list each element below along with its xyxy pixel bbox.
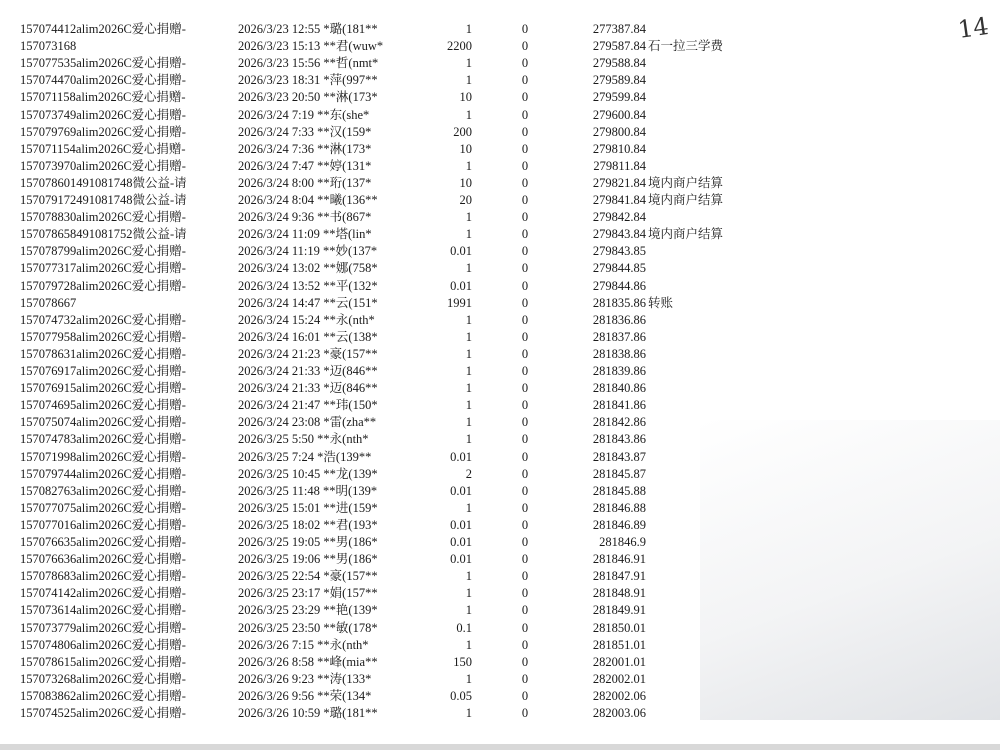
- balance-cell: 279844.86: [592, 278, 646, 293]
- amount-cell: 1: [465, 107, 472, 122]
- amount-cell: 10: [459, 141, 472, 156]
- note-cell: 境内商户结算: [648, 193, 724, 207]
- time-payer-cell: 2026/3/24 21:33 *迈(846**: [238, 364, 378, 378]
- balance-cell: 279810.84: [592, 141, 646, 156]
- amount-cell: 1: [465, 415, 472, 430]
- transaction-id-cell: 157071998alim2026C爱心捐赠-: [20, 449, 186, 464]
- balance-cell: 281840.86: [592, 381, 646, 396]
- time-payer-cell: 2026/3/25 7:24 *浩(139**: [238, 449, 372, 464]
- fee-cell: 0: [521, 107, 529, 122]
- time-payer-cell: 2026/3/24 8:04 **曦(136**: [238, 193, 378, 207]
- amount-cell: 0.01: [450, 483, 472, 498]
- table-row: [0, 141, 1000, 158]
- transaction-id-cell: 157073614alim2026C爱心捐赠-: [20, 603, 186, 618]
- table-row: [0, 192, 1000, 209]
- table-row: [0, 107, 1000, 124]
- table-row: [0, 175, 1000, 192]
- note-cell: 境内商户结算: [648, 227, 724, 242]
- transaction-id-cell: 157078601491081748微公益-请: [20, 175, 187, 190]
- time-payer-cell: 2026/3/24 16:01 **云(138*: [238, 329, 378, 344]
- amount-cell: 0.1: [456, 620, 472, 635]
- table-row: [0, 483, 1000, 500]
- transaction-id-cell: 157078615alim2026C爱心捐赠-: [20, 654, 186, 669]
- amount-cell: 0.01: [450, 244, 472, 259]
- table-row: [0, 431, 1000, 448]
- amount-cell: 1: [465, 432, 472, 447]
- transaction-id-cell: 157074525alim2026C爱心捐赠-: [20, 706, 186, 720]
- amount-cell: 1: [465, 210, 472, 225]
- time-payer-cell: 2026/3/24 23:08 *雷(zha**: [238, 415, 377, 430]
- transaction-id-cell: 157077317alim2026C爱心捐赠-: [20, 261, 186, 276]
- fee-cell: 0: [521, 603, 529, 618]
- transaction-id-cell: 157074142alim2026C爱心捐赠-: [20, 586, 186, 601]
- table-row: [0, 585, 1000, 602]
- amount-cell: 0.01: [450, 535, 472, 549]
- amount-cell: 1: [465, 671, 472, 686]
- transaction-id-cell: 157076635alim2026C爱心捐赠-: [20, 535, 186, 549]
- balance-cell: 279599.84: [592, 90, 646, 105]
- time-payer-cell: 2026/3/23 18:31 *萍(997**: [238, 73, 378, 88]
- table-row: [0, 295, 1000, 312]
- balance-cell: 281839.86: [592, 364, 646, 378]
- scan-bottom-edge: [0, 744, 1000, 750]
- balance-cell: 279800.84: [592, 124, 646, 139]
- time-payer-cell: 2026/3/25 18:02 **君(193*: [238, 517, 378, 532]
- transaction-id-cell: 157078683alim2026C爱心捐赠-: [20, 569, 186, 584]
- amount-cell: 1: [465, 706, 472, 720]
- note-cell: 境内商户结算: [648, 175, 724, 190]
- transaction-id-cell: 157074695alim2026C爱心捐赠-: [20, 398, 186, 413]
- table-row: [0, 654, 1000, 671]
- fee-cell: 0: [521, 278, 529, 293]
- transaction-id-cell: 157077016alim2026C爱心捐赠-: [20, 517, 186, 532]
- amount-cell: 1: [465, 364, 472, 378]
- amount-cell: 200: [453, 124, 472, 139]
- table-row: [0, 688, 1000, 705]
- table-row: [0, 671, 1000, 688]
- table-row: [0, 534, 1000, 551]
- fee-cell: 0: [521, 432, 529, 447]
- table-row: [0, 397, 1000, 414]
- amount-cell: 1: [465, 603, 472, 618]
- balance-cell: 281847.91: [592, 569, 646, 584]
- balance-cell: 279600.84: [592, 107, 646, 122]
- table-row: [0, 449, 1000, 466]
- table-row: [0, 568, 1000, 585]
- time-payer-cell: 2026/3/24 7:47 **婷(131*: [238, 158, 372, 173]
- page-number-mark: 14: [956, 12, 991, 44]
- fee-cell: 0: [521, 244, 529, 259]
- time-payer-cell: 2026/3/24 14:47 **云(151*: [238, 295, 378, 310]
- amount-cell: 1: [465, 500, 472, 515]
- transaction-id-cell: 157075074alim2026C爱心捐赠-: [20, 415, 186, 430]
- time-payer-cell: 2026/3/25 5:50 **永(nth*: [238, 432, 369, 447]
- table-row: [0, 602, 1000, 619]
- balance-cell: 281846.9: [599, 535, 646, 549]
- fee-cell: 0: [521, 312, 529, 327]
- balance-cell: 281841.86: [592, 398, 646, 413]
- amount-cell: 0.01: [450, 449, 472, 464]
- balance-cell: 279842.84: [592, 210, 646, 225]
- table-row: [0, 158, 1000, 175]
- time-payer-cell: 2026/3/25 11:48 **明(139*: [238, 483, 378, 498]
- transaction-id-cell: 157078799alim2026C爱心捐赠-: [20, 244, 186, 259]
- transaction-id-cell: 157082763alim2026C爱心捐赠-: [20, 483, 186, 498]
- amount-cell: 1: [465, 56, 472, 71]
- transaction-id-cell: 157071154alim2026C爱心捐赠-: [20, 141, 186, 156]
- table-row: [0, 38, 1000, 55]
- amount-cell: 2: [465, 466, 472, 481]
- fee-cell: 0: [521, 124, 529, 139]
- amount-cell: 0.01: [450, 552, 472, 567]
- table-row: [0, 312, 1000, 329]
- amount-cell: 1: [465, 346, 472, 361]
- balance-cell: 281843.86: [592, 432, 646, 447]
- amount-cell: 150: [453, 654, 472, 669]
- time-payer-cell: 2026/3/24 15:24 **永(nth*: [238, 312, 375, 327]
- transaction-id-cell: 157073970alim2026C爱心捐赠-: [20, 158, 186, 173]
- amount-cell: 0.01: [450, 278, 472, 293]
- fee-cell: 0: [521, 56, 529, 71]
- table-row: [0, 260, 1000, 277]
- time-payer-cell: 2026/3/24 11:19 **妙(137*: [238, 244, 378, 259]
- fee-cell: 0: [521, 227, 529, 242]
- time-payer-cell: 2026/3/26 9:23 **涛(133*: [238, 671, 372, 686]
- time-payer-cell: 2026/3/26 10:59 *璐(181**: [238, 706, 378, 720]
- table-row: [0, 278, 1000, 295]
- transaction-id-cell: 157076636alim2026C爱心捐赠-: [20, 552, 186, 567]
- fee-cell: 0: [521, 586, 529, 601]
- amount-cell: 1: [465, 381, 472, 396]
- balance-cell: 281845.87: [592, 466, 646, 481]
- fee-cell: 0: [521, 295, 529, 310]
- amount-cell: 1: [465, 73, 472, 88]
- transaction-id-cell: 157079744alim2026C爱心捐赠-: [20, 466, 186, 481]
- amount-cell: 1: [465, 312, 472, 327]
- fee-cell: 0: [521, 261, 529, 276]
- balance-cell: 281845.88: [592, 483, 646, 498]
- note-cell: 石一拉三学费: [648, 39, 724, 54]
- time-payer-cell: 2026/3/24 13:02 **娜(758*: [238, 261, 378, 276]
- balance-cell: 279587.84: [592, 39, 646, 54]
- amount-cell: 1: [465, 586, 472, 601]
- fee-cell: 0: [521, 364, 529, 378]
- transaction-id-cell: 157077075alim2026C爱心捐赠-: [20, 500, 186, 515]
- fee-cell: 0: [521, 569, 529, 584]
- fee-cell: 0: [521, 415, 529, 430]
- fee-cell: 0: [521, 535, 529, 549]
- amount-cell: 0.05: [450, 688, 472, 703]
- balance-cell: 279821.84: [592, 175, 646, 190]
- transaction-id-cell: 157078830alim2026C爱心捐赠-: [20, 210, 186, 225]
- time-payer-cell: 2026/3/25 23:17 *娟(157**: [238, 586, 378, 601]
- fee-cell: 0: [521, 517, 529, 532]
- note-cell: 转账: [648, 295, 674, 310]
- table-row: [0, 21, 1000, 38]
- transaction-id-cell: 157078658491081752微公益-请: [20, 227, 187, 242]
- balance-cell: 277387.84: [592, 22, 646, 36]
- time-payer-cell: 2026/3/26 8:58 **峰(mia**: [238, 654, 378, 669]
- balance-cell: 279843.84: [592, 227, 646, 242]
- transaction-id-cell: 157077535alim2026C爱心捐赠-: [20, 56, 186, 71]
- transaction-id-cell: 157078667: [20, 295, 77, 310]
- time-payer-cell: 2026/3/25 15:01 **进(159*: [238, 500, 378, 515]
- fee-cell: 0: [521, 210, 529, 225]
- fee-cell: 0: [521, 158, 529, 173]
- transaction-id-cell: 157074806alim2026C爱心捐赠-: [20, 637, 186, 652]
- transaction-id-cell: 157073749alim2026C爱心捐赠-: [20, 107, 186, 122]
- table-row: [0, 72, 1000, 89]
- time-payer-cell: 2026/3/26 7:15 **永(nth*: [238, 637, 369, 652]
- table-row: [0, 329, 1000, 346]
- amount-cell: 20: [459, 193, 472, 207]
- fee-cell: 0: [521, 381, 529, 396]
- amount-cell: 1: [465, 398, 472, 413]
- time-payer-cell: 2026/3/23 12:55 *璐(181**: [238, 22, 378, 36]
- table-row: [0, 705, 1000, 722]
- time-payer-cell: 2026/3/24 13:52 **平(132*: [238, 278, 378, 293]
- table-row: [0, 226, 1000, 243]
- time-payer-cell: 2026/3/23 20:50 **淋(173*: [238, 90, 378, 105]
- transaction-id-cell: 157077958alim2026C爱心捐赠-: [20, 329, 186, 344]
- time-payer-cell: 2026/3/23 15:56 **哲(nmt*: [238, 56, 379, 71]
- fee-cell: 0: [521, 22, 529, 36]
- transaction-id-cell: 157074732alim2026C爱心捐赠-: [20, 312, 186, 327]
- time-payer-cell: 2026/3/25 23:50 **敏(178*: [238, 620, 378, 635]
- balance-cell: 279589.84: [592, 73, 646, 88]
- time-payer-cell: 2026/3/24 21:23 *豪(157**: [238, 346, 378, 361]
- table-row: [0, 517, 1000, 534]
- time-payer-cell: 2026/3/24 21:33 *迈(846**: [238, 381, 378, 396]
- table-row: [0, 466, 1000, 483]
- transaction-id-cell: 157076915alim2026C爱心捐赠-: [20, 381, 186, 396]
- balance-cell: 281837.86: [592, 329, 646, 344]
- table-row: [0, 620, 1000, 637]
- time-payer-cell: 2026/3/24 21:47 **玮(150*: [238, 398, 378, 413]
- table-row: [0, 500, 1000, 517]
- transaction-id-cell: 157078631alim2026C爱心捐赠-: [20, 346, 186, 361]
- time-payer-cell: 2026/3/24 11:09 **塔(lin*: [238, 227, 372, 242]
- amount-cell: 1: [465, 261, 472, 276]
- table-row: [0, 55, 1000, 72]
- balance-cell: 281848.91: [592, 586, 646, 601]
- table-row: [0, 346, 1000, 363]
- amount-cell: 1: [465, 569, 472, 584]
- fee-cell: 0: [521, 329, 529, 344]
- table-row: [0, 380, 1000, 397]
- transaction-id-cell: 157073779alim2026C爱心捐赠-: [20, 620, 186, 635]
- table-row: [0, 209, 1000, 226]
- table-row: [0, 243, 1000, 260]
- amount-cell: 2200: [447, 39, 472, 54]
- balance-cell: 281846.89: [592, 517, 646, 532]
- balance-cell: 281846.88: [592, 500, 646, 515]
- amount-cell: 10: [459, 90, 472, 105]
- balance-cell: 281849.91: [592, 603, 646, 618]
- time-payer-cell: 2026/3/24 7:36 **淋(173*: [238, 141, 372, 156]
- transaction-id-cell: 157083862alim2026C爱心捐赠-: [20, 688, 186, 703]
- balance-cell: 281843.87: [592, 449, 646, 464]
- fee-cell: 0: [521, 671, 529, 686]
- transaction-id-cell: 157074783alim2026C爱心捐赠-: [20, 432, 186, 447]
- fee-cell: 0: [521, 637, 529, 652]
- fee-cell: 0: [521, 552, 529, 567]
- balance-cell: 282002.01: [592, 671, 646, 686]
- fee-cell: 0: [521, 90, 529, 105]
- balance-cell: 279811.84: [593, 158, 646, 173]
- transaction-id-cell: 157073168: [20, 39, 77, 54]
- balance-cell: 281835.86: [592, 295, 646, 310]
- fee-cell: 0: [521, 141, 529, 156]
- balance-cell: 281838.86: [592, 346, 646, 361]
- time-payer-cell: 2026/3/23 15:13 **君(wuw*: [238, 39, 384, 54]
- time-payer-cell: 2026/3/25 22:54 *豪(157**: [238, 569, 378, 584]
- balance-cell: 282003.06: [592, 706, 646, 720]
- table-row: [0, 363, 1000, 380]
- amount-cell: 1: [465, 158, 472, 173]
- fee-cell: 0: [521, 620, 529, 635]
- amount-cell: 1991: [447, 295, 472, 310]
- amount-cell: 1: [465, 227, 472, 242]
- fee-cell: 0: [521, 706, 529, 720]
- fee-cell: 0: [521, 73, 529, 88]
- time-payer-cell: 2026/3/24 7:19 **东(she*: [238, 107, 370, 122]
- balance-cell: 282001.01: [592, 654, 646, 669]
- balance-cell: 281846.91: [592, 552, 646, 567]
- balance-cell: 281842.86: [592, 415, 646, 430]
- fee-cell: 0: [521, 39, 529, 54]
- fee-cell: 0: [521, 688, 529, 703]
- fee-cell: 0: [521, 654, 529, 669]
- fee-cell: 0: [521, 175, 529, 190]
- time-payer-cell: 2026/3/25 23:29 **艳(139*: [238, 603, 378, 618]
- balance-cell: 281851.01: [592, 637, 646, 652]
- transaction-id-cell: 157079728alim2026C爱心捐赠-: [20, 278, 186, 293]
- amount-cell: 1: [465, 637, 472, 652]
- transaction-id-cell: 157079769alim2026C爱心捐赠-: [20, 124, 186, 139]
- table-row: [0, 551, 1000, 568]
- fee-cell: 0: [521, 483, 529, 498]
- transaction-id-cell: 157071158alim2026C爱心捐赠-: [20, 90, 186, 105]
- balance-cell: 279841.84: [592, 193, 646, 207]
- balance-cell: 282002.06: [592, 688, 646, 703]
- fee-cell: 0: [521, 346, 529, 361]
- transaction-id-cell: 157079172491081748微公益-请: [20, 193, 187, 207]
- table-row: [0, 414, 1000, 431]
- balance-cell: 279843.85: [592, 244, 646, 259]
- transaction-id-cell: 157076917alim2026C爱心捐赠-: [20, 364, 186, 378]
- balance-cell: 281836.86: [592, 312, 646, 327]
- table-row: [0, 637, 1000, 654]
- amount-cell: 10: [459, 175, 472, 190]
- fee-cell: 0: [521, 449, 529, 464]
- table-row: [0, 124, 1000, 141]
- time-payer-cell: 2026/3/25 19:05 **男(186*: [238, 535, 378, 549]
- amount-cell: 0.01: [450, 517, 472, 532]
- time-payer-cell: 2026/3/25 10:45 **龙(139*: [238, 466, 378, 481]
- table-row: [0, 89, 1000, 106]
- transaction-id-cell: 157073268alim2026C爱心捐赠-: [20, 671, 186, 686]
- time-payer-cell: 2026/3/24 8:00 **珩(137*: [238, 175, 372, 190]
- balance-cell: 279844.85: [592, 261, 646, 276]
- time-payer-cell: 2026/3/26 9:56 **荣(134*: [238, 688, 372, 703]
- time-payer-cell: 2026/3/24 7:33 **汉(159*: [238, 124, 372, 139]
- fee-cell: 0: [521, 193, 529, 207]
- balance-cell: 281850.01: [592, 620, 646, 635]
- time-payer-cell: 2026/3/24 9:36 **书(867*: [238, 210, 372, 225]
- amount-cell: 1: [465, 329, 472, 344]
- time-payer-cell: 2026/3/25 19:06 **男(186*: [238, 552, 378, 567]
- fee-cell: 0: [521, 500, 529, 515]
- fee-cell: 0: [521, 466, 529, 481]
- fee-cell: 0: [521, 398, 529, 413]
- balance-cell: 279588.84: [592, 56, 646, 71]
- transaction-id-cell: 157074470alim2026C爱心捐赠-: [20, 73, 186, 88]
- amount-cell: 1: [465, 22, 472, 36]
- transaction-id-cell: 157074412alim2026C爱心捐赠-: [20, 22, 186, 36]
